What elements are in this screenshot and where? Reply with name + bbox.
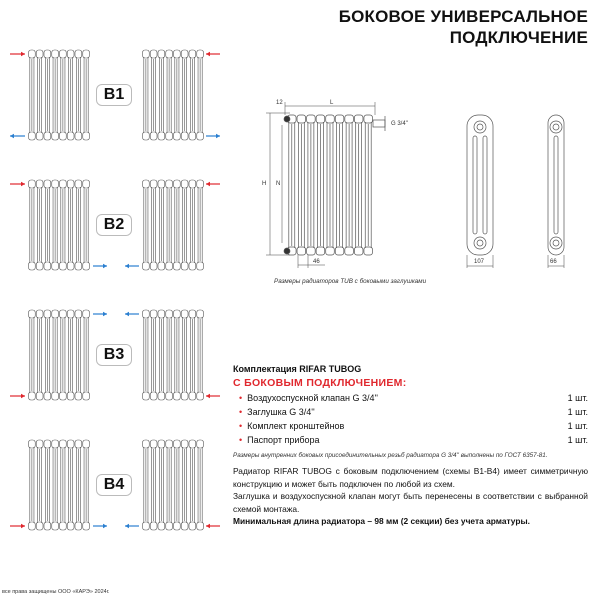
description: Радиатор RIFAR TUBOG с боковым подключением (схемы B1-B4) имеет симметричную конструкцию и может быть подключен по любой из схем. Заглушка и воздухоспускной клапан могут быть перенесены в соответствии с выбранной схемой монтажа. Минимальная длина радиатора – 98 мм (2 секции) без учета арматуры.	[233, 466, 588, 526]
list-item: • Комплект кронштейнов 1 шт.	[233, 421, 588, 431]
return-arrow-icon	[93, 312, 107, 316]
return-arrow-icon	[93, 524, 107, 528]
copyright-footer: все права защищены ООО «КАРЭ» 2024г.	[2, 589, 110, 595]
scheme-label: B1	[96, 84, 132, 106]
dim-107: 107	[474, 259, 485, 265]
page-title: БОКОВОЕ УНИВЕРСАЛЬНОЕ ПОДКЛЮЧЕНИЕ	[338, 7, 588, 47]
radiator-front-view	[284, 115, 385, 255]
scheme-label: B2	[96, 214, 132, 236]
kit-subheading: С БОКОВЫМ ПОДКЛЮЧЕНИЕМ:	[233, 377, 407, 389]
dim-length: L	[330, 100, 334, 106]
radiator-side-views	[467, 115, 564, 255]
dim-height: H	[262, 181, 267, 187]
dim-section: 46	[313, 259, 320, 265]
return-arrow-icon	[125, 524, 139, 528]
return-arrow-icon	[125, 312, 139, 316]
dim-thread: G 3/4''	[391, 121, 408, 127]
dim-66: 66	[550, 259, 557, 265]
dim-12: 12	[276, 100, 283, 106]
kit-section	[233, 364, 588, 459]
list-item: • Воздухоспускной клапан G 3/4'' 1 шт.	[233, 393, 588, 403]
kit-note: Размеры внутренних боковых присоединительных резьб радиатора G 3/4'' выполнены по ГОСТ 6357-81.	[233, 452, 548, 459]
scheme-label: B3	[96, 344, 132, 366]
scheme-label: B4	[96, 474, 132, 496]
supply-arrow-icon	[10, 394, 25, 398]
supply-arrow-icon	[206, 524, 220, 528]
dim-center: N	[276, 181, 281, 187]
drawing-caption: Размеры радиаторов TUB с боковыми заглушками	[274, 278, 427, 285]
supply-arrow-icon	[10, 524, 25, 528]
list-item: • Заглушка G 3/4'' 1 шт.	[233, 407, 588, 417]
kit-heading: Комплектация RIFAR TUBOG	[233, 364, 362, 374]
supply-arrow-icon	[206, 394, 220, 398]
list-item: • Паспорт прибора 1 шт.	[233, 435, 588, 445]
